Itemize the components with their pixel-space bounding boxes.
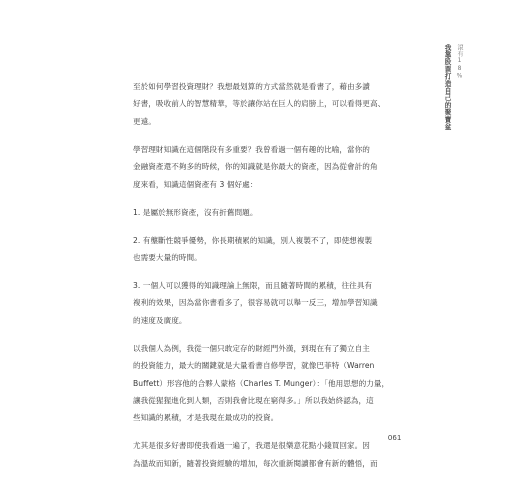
- text-line: 金融資產還不夠多的時候，你的知識就是你最大的資產，因為從會計的角: [133, 162, 378, 172]
- text-line: 也需要大量的時間。: [133, 253, 202, 263]
- text-line: 度來看，知識這個資產有 3 個好處：: [133, 179, 258, 189]
- text-line: 3. 一個人可以獲得的知識理論上無限，而且隨著時間的累積，往往具有: [133, 281, 373, 291]
- paragraph: [119, 141, 417, 193]
- paragraph: [119, 437, 417, 472]
- text-line: 尤其是很多好書即使我看過一遍了，我還是很樂意花點小錢買回家。因: [133, 441, 370, 451]
- running-header-title: 我靠股票打造自己的聚寶盆: [443, 44, 451, 131]
- page-number: 061: [388, 433, 402, 442]
- text-line: 至於如何學習投資理財？我想最划算的方式當然就是看書了，藉由多讀: [133, 82, 370, 91]
- text-line: 1. 是屬於無形資產，沒有折舊問題。: [133, 207, 258, 217]
- list-item: [119, 204, 417, 221]
- text-line: 2. 有壟斷性競爭優勢，你長期積累的知識，別人複製不了，即使想複製: [133, 235, 373, 245]
- text-line: 以我個人為例，我從一個只敢定存的財經門外漢，到現在有了獨立自主: [133, 343, 370, 353]
- text-line: 的投資能力，最大的關鍵就是大量看書自修學習，就像巴菲特（Warren: [133, 361, 375, 371]
- list-item: [119, 232, 417, 267]
- paragraph: [119, 78, 417, 130]
- running-header-subtitle: 滾有18%: [456, 44, 463, 80]
- text-line: 好書，吸收前人的智慧精華，等於讓你站在巨人的肩膀上，可以看得更高、: [133, 99, 386, 109]
- text-line: 複利的效果，因為當你書看多了，很容易就可以舉一反三，增加學習知識: [133, 298, 378, 308]
- paragraph: [119, 340, 417, 427]
- text-line: 更遠。: [133, 116, 156, 126]
- text-line: 學習理財知識在這個階段有多重要？我曾看過一個有趣的比喻，當你的: [133, 144, 370, 154]
- text-line: Buffett）形容他的合夥人蒙格（Charles T. Munger）：「他用思想的力量，: [133, 378, 390, 388]
- text-line: 為溫故而知新，隨著投資經驗的增加，每次重新閱讀都會有新的體悟，而: [133, 458, 378, 468]
- body-text: [119, 78, 417, 483]
- list-item: [119, 277, 417, 329]
- text-line: 的速度及廣度。: [133, 315, 187, 325]
- text-line: 讓我從猩猩進化到人類，否則我會比現在窮得多。」所以我始終認為，這: [133, 396, 374, 406]
- text-line: 些知識的累積，才是我現在最成功的投資。: [133, 413, 279, 423]
